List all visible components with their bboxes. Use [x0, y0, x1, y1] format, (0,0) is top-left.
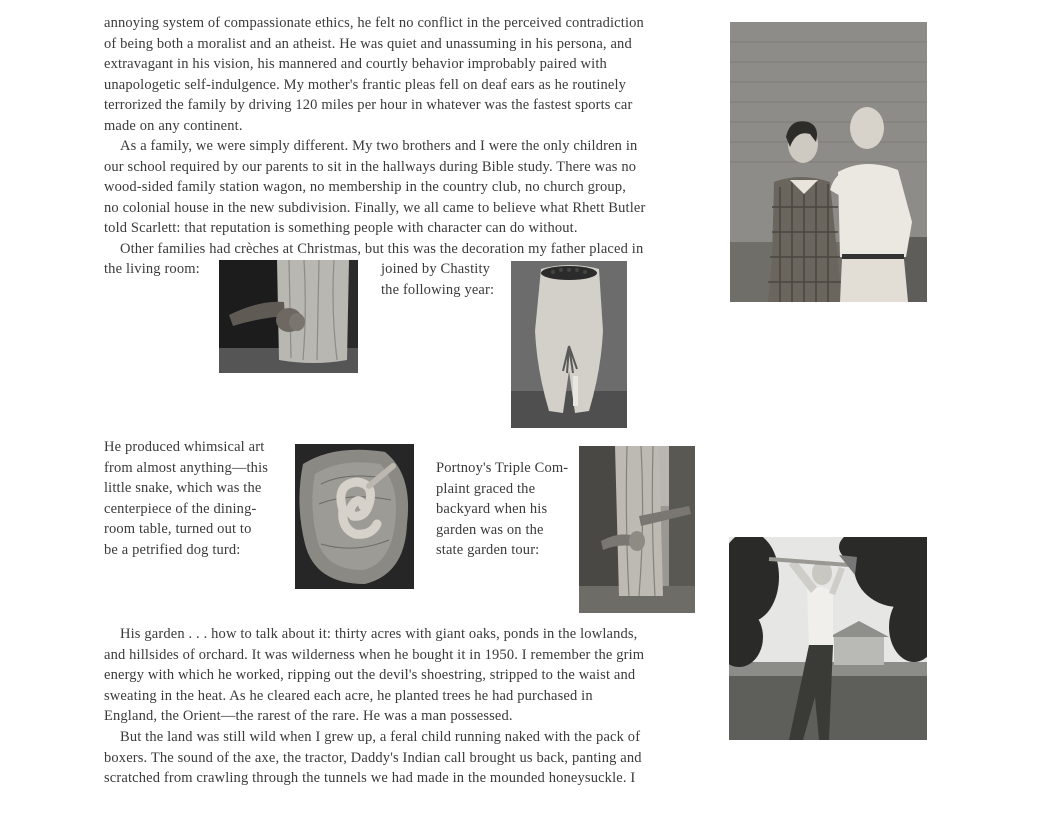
text-line: As a family, we were simply different. My two brothers and I were the only children in — [120, 138, 638, 154]
paragraph-garden — [104, 624, 644, 789]
text-line: terrorized the family by driving 120 miles per hour in whatever was the fastest sports car — [104, 97, 633, 114]
photo-tree-sculpture — [579, 446, 695, 613]
text-line: scratched from crawling through the tunnels we had made in the mounded honeysuckle. I — [104, 770, 636, 787]
text-line: centerpiece of the dining- — [104, 500, 257, 517]
text-line: extravagant in his vision, his mannered and courtly behavior improbably paired with — [104, 56, 607, 73]
text-line: state garden tour: — [436, 542, 540, 559]
text-line: His garden . . . how to talk about it: thirty acres with giant oaks, ponds in the lowlands, — [120, 626, 638, 642]
photo-wood-sculpture — [219, 260, 358, 373]
text-line: made on any continent. — [104, 117, 243, 134]
text-line: of being both a moralist and an atheist. He was quiet and unassuming in his persona, and — [104, 35, 632, 52]
text-line: England, the Orient—the rarest of the rare. He was a man possessed. — [104, 708, 513, 725]
text-line: backyard when his — [436, 501, 548, 518]
photo-man-with-axe — [729, 537, 927, 740]
text-line: But the land was still wild when I grew up, a feral child running naked with the pack of — [120, 728, 641, 745]
text-line: no colonial house in the new subdivision. Finally, we all came to believe what Rhett Butler — [104, 199, 646, 216]
text-line: joined by Chastity — [381, 261, 491, 277]
photo-petrified-snake — [295, 444, 414, 589]
text-line: sweating in the heat. As he cleared each acre, he planted trees he had purchased in — [104, 687, 593, 704]
paragraph-family — [104, 136, 645, 260]
caption-living-room: the living room: — [104, 261, 200, 277]
text-line: boxers. The sound of the axe, the tractor, Daddy's Indian call brought us back, panting and — [104, 749, 642, 766]
caption-chastity — [381, 259, 494, 300]
text-line: unapologetic self-indulgence. My mother's frantic pleas fell on deaf ears as he routinely — [104, 76, 627, 93]
text-line: the following year: — [381, 281, 495, 298]
text-line: energy with which he worked, ripping out the devil's shoestring, stripped to the waist and — [104, 667, 636, 684]
text-line: wood-sided family station wagon, no membership in the country club, no church group, — [104, 179, 627, 196]
caption-whimsical — [104, 437, 268, 561]
text-line: from almost anything—this — [104, 459, 269, 476]
text-line: He produced whimsical art — [104, 439, 265, 455]
text-line: told Scarlett: that reputation is something people with character can do without. — [104, 220, 578, 237]
text-line: annoying system of compassionate ethics, he felt no conflict in the perceived contradiction — [104, 15, 644, 31]
text-line: room table, turned out to — [104, 521, 252, 538]
text-line: Portnoy's Triple Com- — [436, 460, 569, 476]
text-line: and hillsides of orchard. It was wilderness when he bought it in 1950. I remember the grim — [104, 646, 645, 663]
text-line: be a petrified dog turd: — [104, 541, 241, 558]
text-line: plaint graced the — [436, 480, 536, 497]
text-line: our school required by our parents to sit in the hallways during Bible study. There was no — [104, 158, 637, 175]
photo-couple — [730, 22, 927, 302]
caption-portnoy — [436, 458, 568, 561]
paragraph-ethics — [104, 13, 644, 137]
text-line: garden was on the — [436, 521, 544, 538]
photo-chastity-torso — [511, 261, 627, 428]
text-line: little snake, which was the — [104, 480, 262, 497]
text-line: Other families had crèches at Christmas, but this was the decoration my father placed in — [120, 240, 644, 257]
